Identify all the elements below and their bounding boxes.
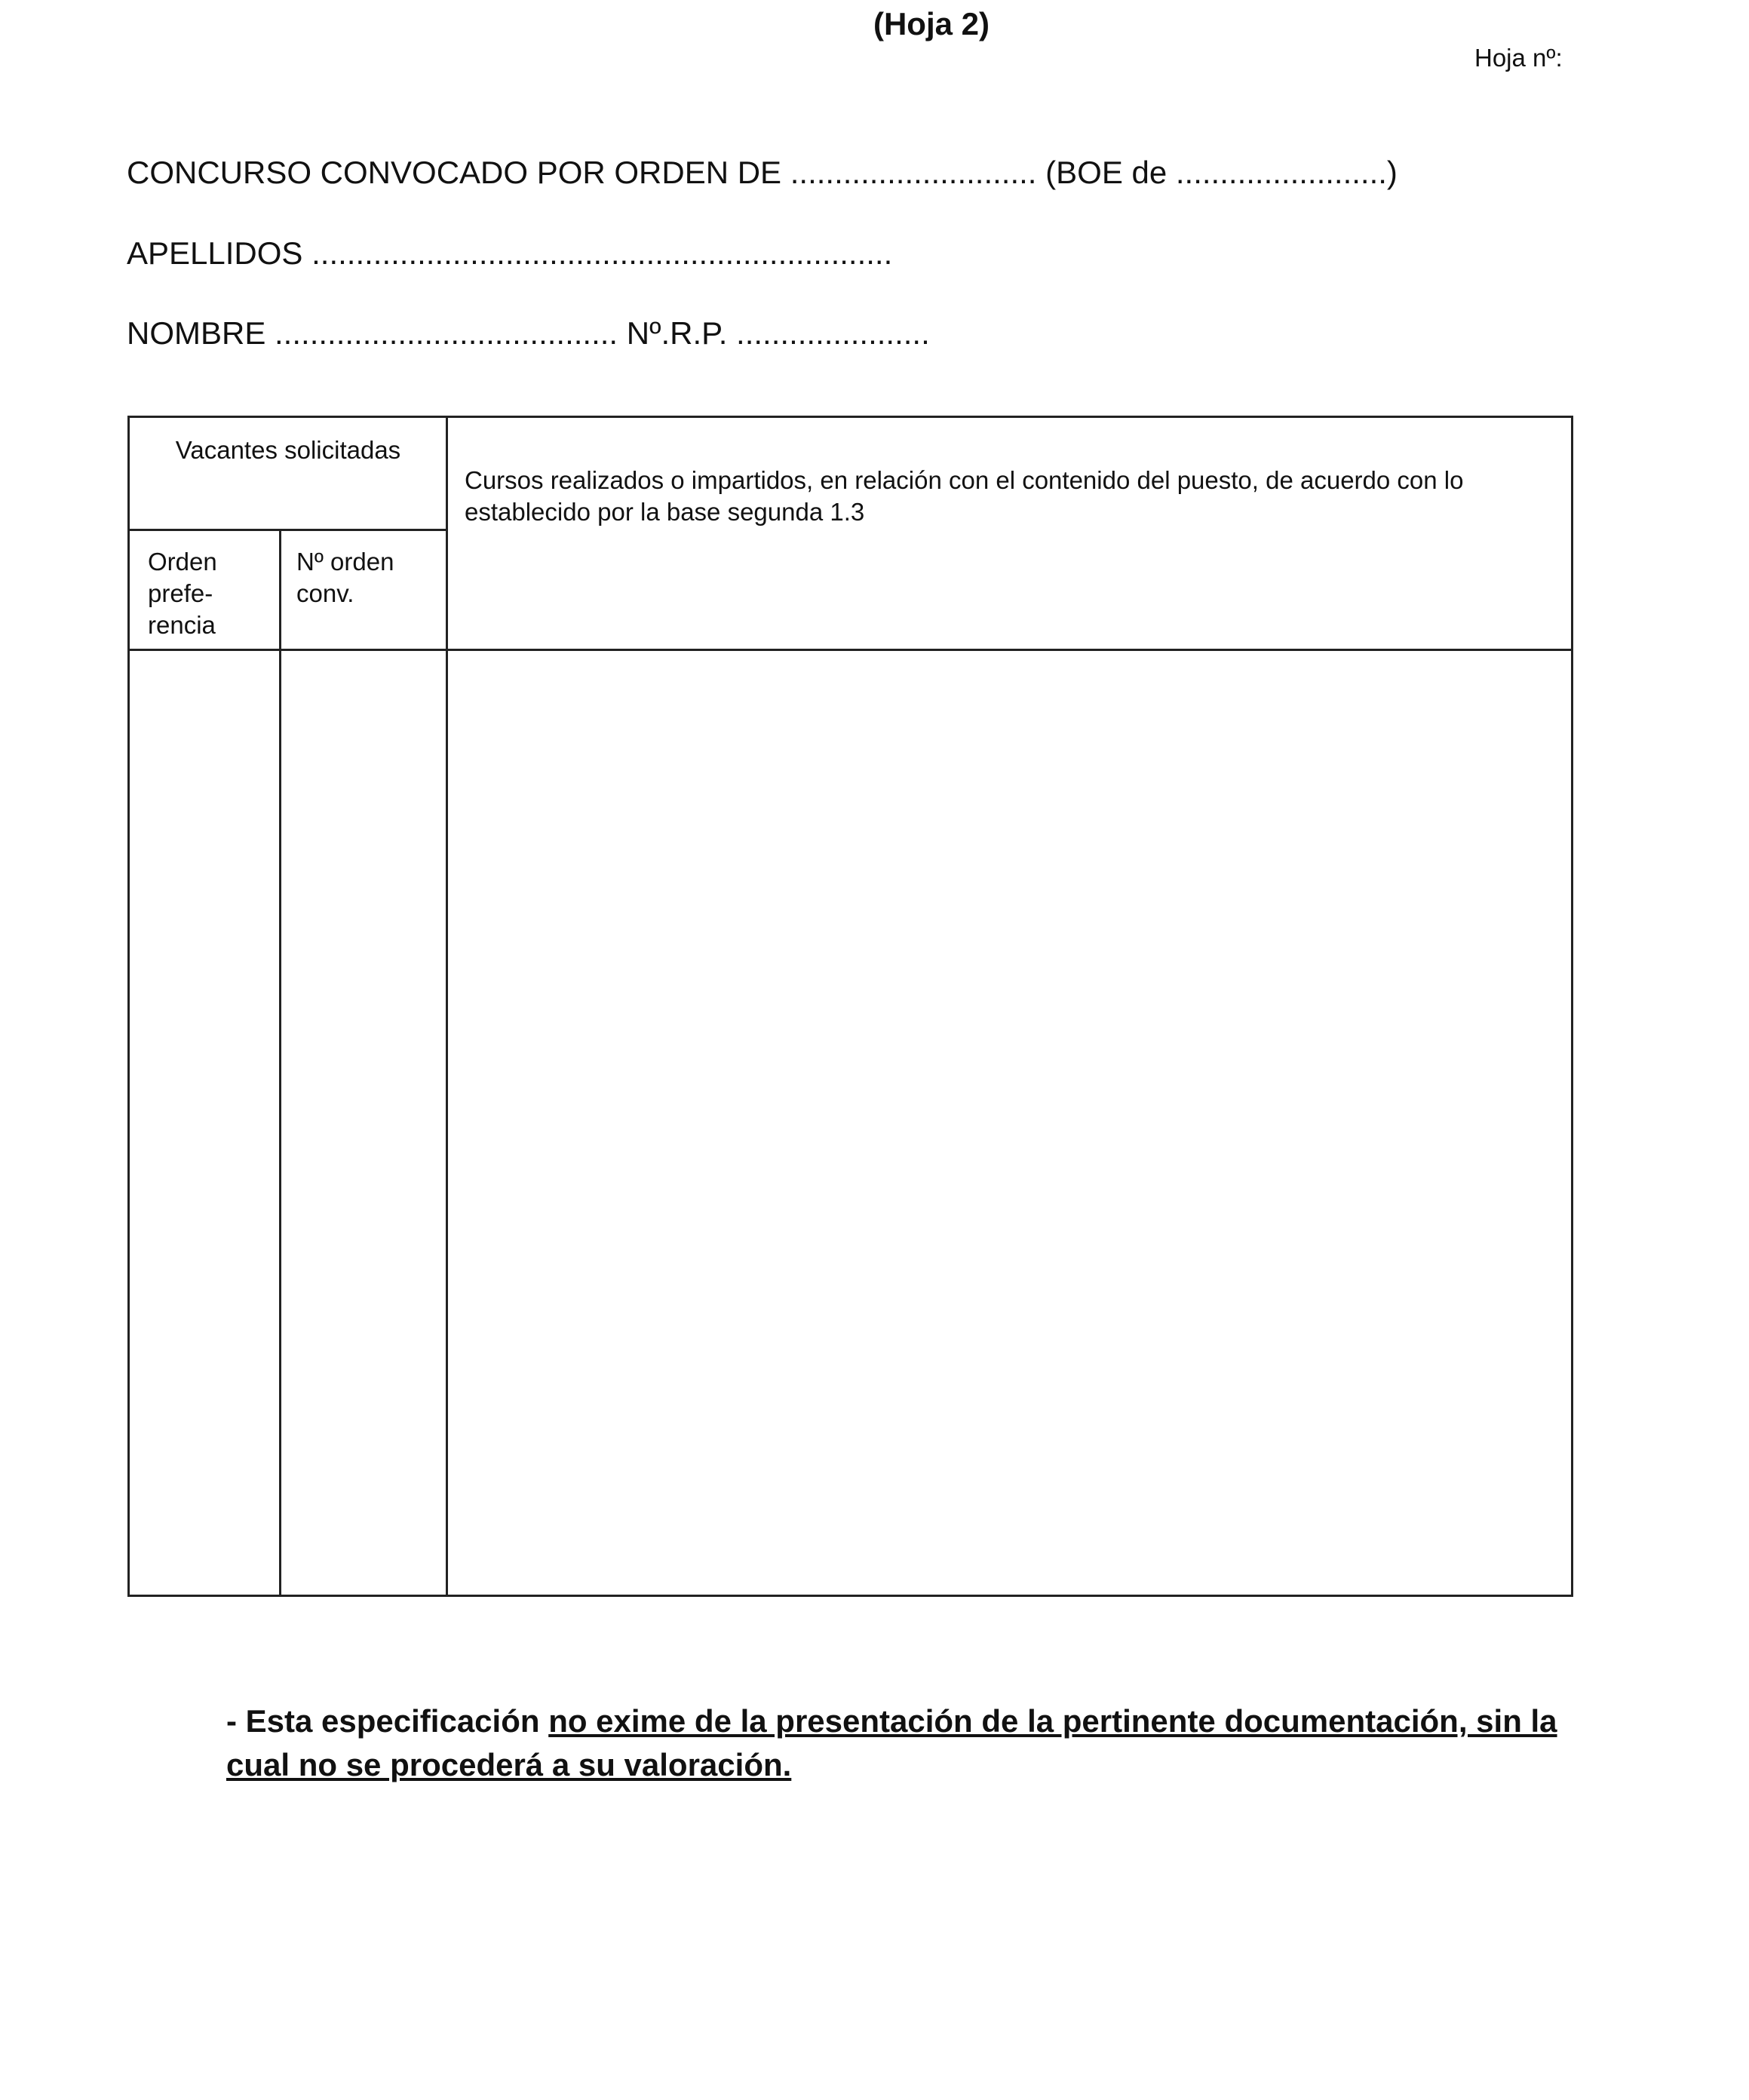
cursos-entry-area[interactable] [448, 651, 1571, 1595]
orden-preferencia-header: Orden prefe- rencia [148, 548, 217, 639]
numero-orden-header: Nº orden conv. [296, 548, 394, 607]
orden-preferencia-entry-area[interactable] [130, 651, 279, 1595]
vacantes-header: Vacantes solicitadas [175, 436, 401, 464]
sheet-number-label: Hoja nº: [1474, 44, 1563, 72]
footer-note-emphasis: no exime de la presentación de la pertinente documentación, sin la cual no se procederá a su valoración. [226, 1703, 1557, 1782]
footer-note-lead: - Esta especificación [226, 1703, 549, 1739]
nombre-field-line: NOMBRE ....................................... Nº.R.P. ...................... [127, 315, 930, 351]
sheet-title: (Hoja 2) [873, 6, 990, 41]
concurso-field-line: CONCURSO CONVOCADO POR ORDEN DE ............................ (BOE de ........................) [127, 155, 1398, 190]
courses-table [127, 416, 1573, 1597]
numero-orden-entry-area[interactable] [281, 651, 446, 1595]
cursos-header: Cursos realizados o impartidos, en relación con el contenido del puesto, de acuerdo con lo establecido por la base segunda 1.3 [465, 466, 1464, 526]
footer-note [226, 1699, 1606, 1787]
table-divider-vacantes [130, 529, 446, 531]
apellidos-field-line: APELLIDOS .................................................................. [127, 235, 893, 271]
